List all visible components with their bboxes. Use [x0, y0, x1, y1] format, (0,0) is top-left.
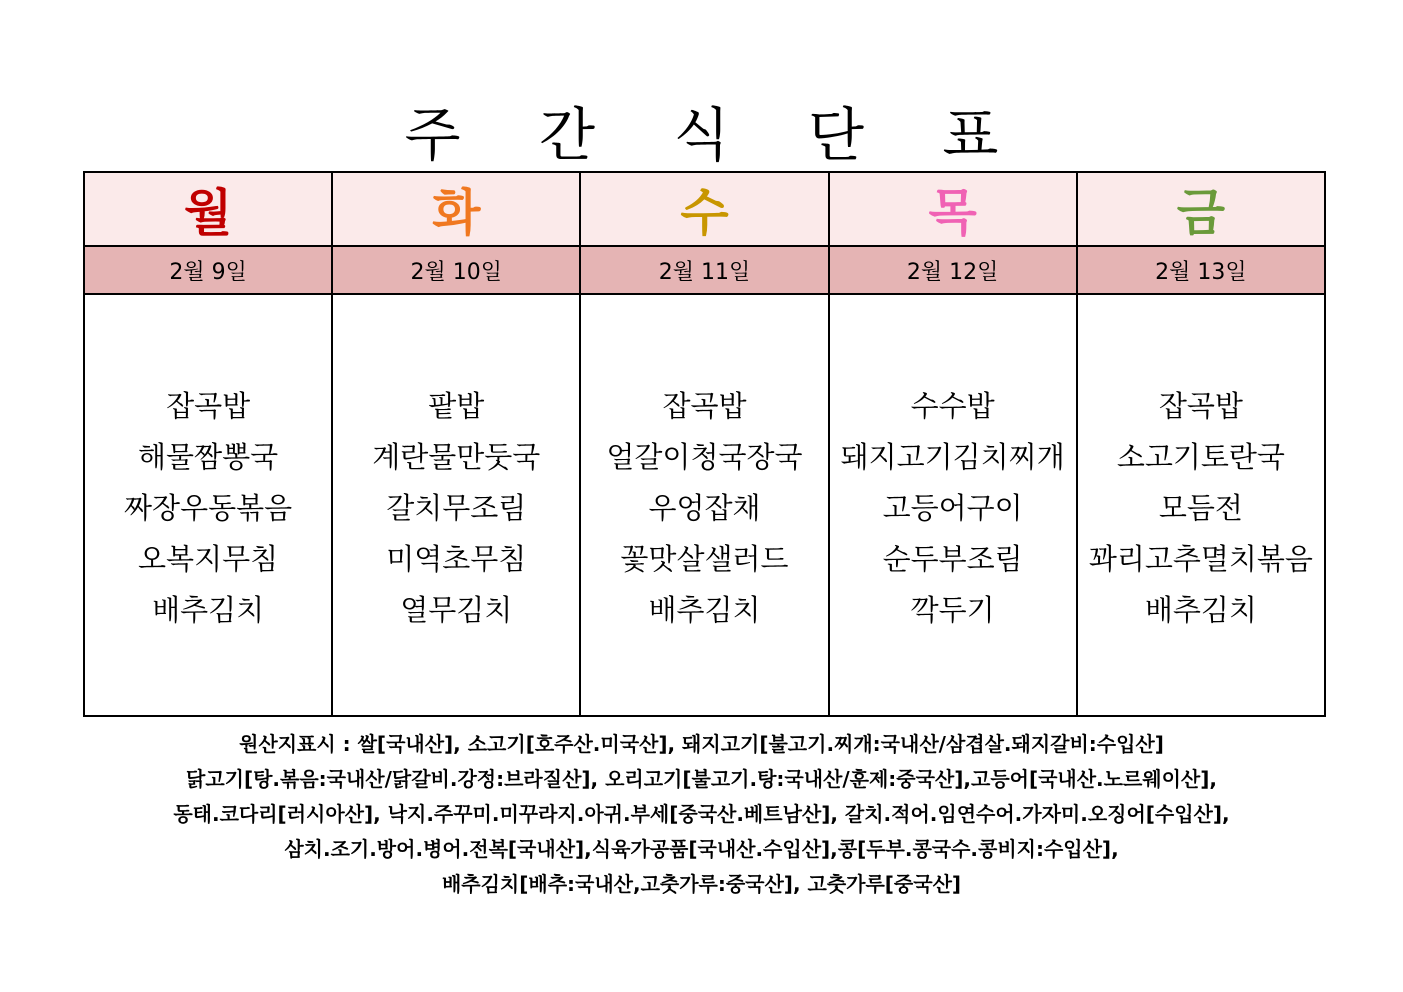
- meal-item: 팥밥: [428, 389, 485, 423]
- weekly-menu-table: [83, 171, 1326, 717]
- meal-item: 꽈리고추멸치볶음: [1088, 542, 1313, 576]
- day-header-thu: 목: [829, 172, 1077, 246]
- meal-cell-fri: [1077, 294, 1325, 716]
- origin-line: 삼치.조기.방어.병어.전복[국내산],식육가공품[국내산.수입산],콩[두부.콩국수.콩비지:수입산],: [284, 837, 1119, 861]
- meal-item: 잡곡밥: [166, 389, 251, 423]
- meal-cell-thu: [829, 294, 1077, 716]
- day-header-tue: 화: [332, 172, 580, 246]
- meal-item: 돼지고기김치찌개: [840, 440, 1065, 474]
- meal-item: 해물짬뽕국: [138, 440, 279, 474]
- day-header-row: [84, 172, 1325, 246]
- meal-item: 미역초무침: [386, 542, 527, 576]
- date-tue: 2월 10일: [332, 246, 580, 294]
- meal-list: [333, 295, 579, 636]
- meal-item: 꽃맛살샐러드: [620, 542, 789, 576]
- meal-cell-mon: [84, 294, 332, 716]
- origin-notice: [60, 727, 1343, 902]
- meal-item: 짜장우동볶음: [124, 491, 293, 525]
- day-header-fri: 금: [1077, 172, 1325, 246]
- meal-item: 잡곡밥: [1158, 389, 1243, 423]
- meal-item: 수수밥: [910, 389, 995, 423]
- meal-item: 배추김치: [648, 593, 761, 627]
- day-header-mon: 월: [84, 172, 332, 246]
- meal-item: 계란물만둣국: [372, 440, 541, 474]
- meal-item: 순두부조림: [882, 542, 1023, 576]
- meal-item: 잡곡밥: [662, 389, 747, 423]
- meal-item: 고등어구이: [882, 491, 1023, 525]
- meal-list: [830, 295, 1076, 636]
- meal-row: [84, 294, 1325, 716]
- day-header-wed: 수: [580, 172, 828, 246]
- date-wed: 2월 11일: [580, 246, 828, 294]
- meal-item: 열무김치: [400, 593, 513, 627]
- meal-list: [581, 295, 827, 636]
- origin-line: 닭고기[탕.볶음:국내산/닭갈비.강정:브라질산], 오리고기[불고기.탕:국내산/훈제:중국산],고등어[국내산.노르웨이산],: [186, 767, 1217, 791]
- meal-list: [1078, 295, 1324, 636]
- meal-list: [85, 295, 331, 636]
- meal-cell-tue: [332, 294, 580, 716]
- meal-item: 갈치무조림: [386, 491, 527, 525]
- meal-item: 우엉잡채: [648, 491, 761, 525]
- meal-item: 오복지무침: [138, 542, 279, 576]
- meal-item: 배추김치: [152, 593, 265, 627]
- origin-line: 동태.코다리[러시아산], 낙지.주꾸미.미꾸라지.아귀.부세[중국산.베트남산], 갈치.적어.임연수어.가자미.오징어[수입산],: [173, 802, 1230, 826]
- date-row: [84, 246, 1325, 294]
- page-title: 주 간 식 단 표: [404, 101, 1029, 169]
- meal-cell-wed: [580, 294, 828, 716]
- meal-item: 모듬전: [1158, 491, 1243, 525]
- meal-item: 깍두기: [910, 593, 995, 627]
- meal-item: 배추김치: [1144, 593, 1257, 627]
- origin-line: 원산지표시 : 쌀[국내산], 소고기[호주산.미국산], 돼지고기[불고기.찌개:국내산/삼겹살.돼지갈비:수입산]: [239, 732, 1164, 756]
- date-mon: 2월 9일: [84, 246, 332, 294]
- date-thu: 2월 12일: [829, 246, 1077, 294]
- meal-item: 소고기토란국: [1116, 440, 1285, 474]
- meal-item: 얼갈이청국장국: [606, 440, 803, 474]
- origin-line: 배추김치[배추:국내산,고춧가루:중국산], 고춧가루[중국산]: [441, 872, 962, 896]
- date-fri: 2월 13일: [1077, 246, 1325, 294]
